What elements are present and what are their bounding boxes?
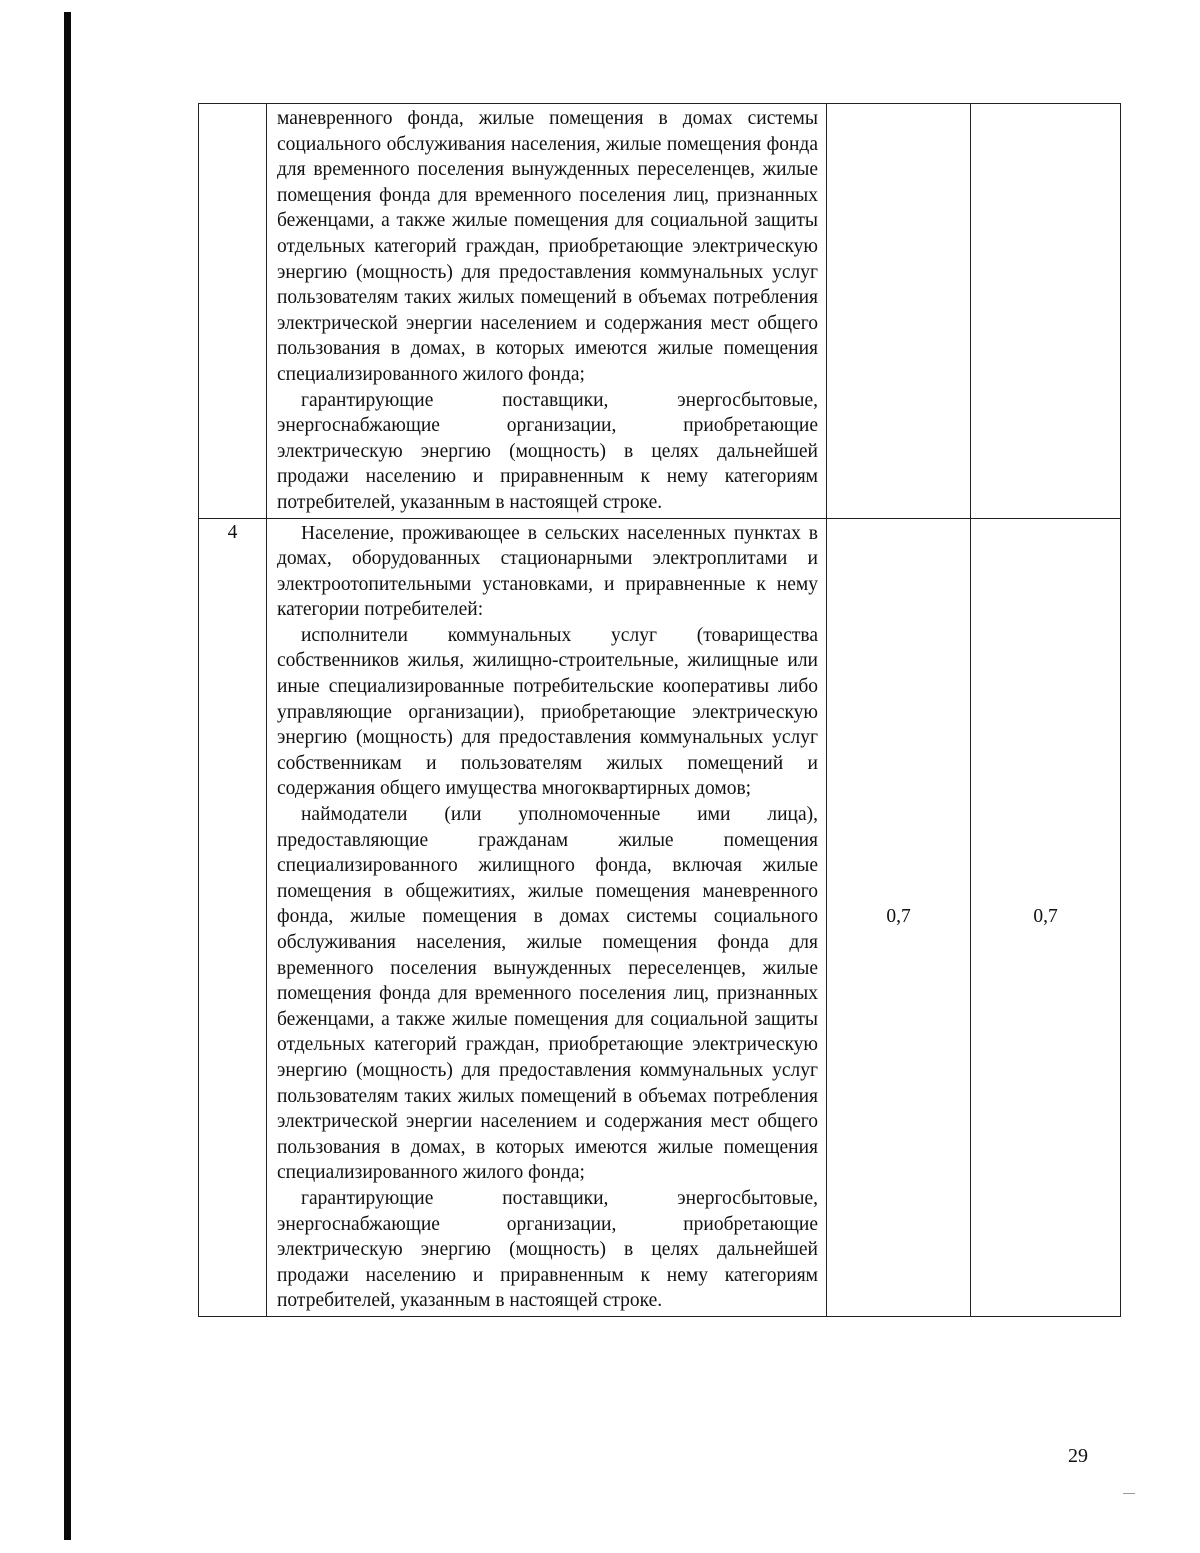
- value-cell-1: 0,7: [827, 518, 971, 1316]
- row-number-cell: [199, 104, 267, 519]
- scan-mark: [1123, 1493, 1135, 1494]
- description-paragraph: наймодатели (или уполномоченные ими лица), предоставляющие гражданам жилые помещения специализированного жилищного фонда, включая жилые помещения в общежитиях, жилые помещения маневренного фонда, жилые помещения в домах системы социального обслуживания населения, жилые помещения фонда для временного поселения вынужденных переселенцев, жилые помещения фонда для временного поселения лиц, признанных беженцами, а также жилые помещения для социальной защиты отдельных категорий граждан, приобретающие электрическую энергию (мощность) для предоставления коммунальных услуг пользователям таких жилых помещений в объемах потребления электрической энергии населением и содержания мест общего пользования в домах, в которых имеются жилые помещения специализированного жилого фонда;: [277, 804, 818, 1184]
- scan-edge-bar: [64, 12, 71, 1540]
- description-paragraph: гарантирующие поставщики, энергосбытовые, энергоснабжающие организации, приобретающие электрическую энергию (мощность) в целях дальнейшей продажи населению и приравненным к нему категориям потребителей, указанным в настоящей строке.: [277, 389, 818, 513]
- tariff-table: [198, 103, 1120, 1317]
- description-paragraph: Население, проживающее в сельских населенных пунктах в домах, оборудованных стационарными электроплитами и электроотопительными установками, и приравненные к нему категории потребителей:: [277, 522, 818, 621]
- value-cell-2: 0,7: [971, 518, 1121, 1316]
- row-description-cell: [267, 104, 827, 519]
- table-row-4: [199, 518, 1121, 1316]
- value-cell-2: [971, 104, 1121, 519]
- row-description-cell: [267, 518, 827, 1316]
- description-paragraph: исполнители коммунальных услуг (товарищества собственников жилья, жилищно-строительные, жилищные или иные специализированные потребительские кооперативы либо управляющие организации), приобретающие электрическую энергию (мощность) для предоставления коммунальных услуг собственникам и пользователям жилых помещений и содержания общего имущества многоквартирных домов;: [277, 624, 818, 800]
- tariff-table-grid: [198, 103, 1121, 1317]
- page-number: 29: [1068, 1445, 1088, 1467]
- description-paragraph: маневренного фонда, жилые помещения в домах системы социального обслуживания населения, жилые помещения фонда для временного поселения вынужденных переселенцев, жилые помещения фонда для временного поселения лиц, признанных беженцами, а также жилые помещения для социальной защиты отдельных категорий граждан, приобретающие электрическую энергию (мощность) для предоставления коммунальных услуг пользователям таких жилых помещений в объемах потребления электрической энергии населением и содержания мест общего пользования в домах, в которых имеются жилые помещения специализированного жилого фонда;: [277, 108, 818, 385]
- row-number-cell: 4: [199, 518, 267, 1316]
- table-row-continued: [199, 104, 1121, 519]
- value-cell-1: [827, 104, 971, 519]
- description-paragraph: гарантирующие поставщики, энергосбытовые, энергоснабжающие организации, приобретающие электрическую энергию (мощность) в целях дальнейшей продажи населению и приравненным к нему категориям потребителей, указанным в настоящей строке.: [277, 1187, 818, 1312]
